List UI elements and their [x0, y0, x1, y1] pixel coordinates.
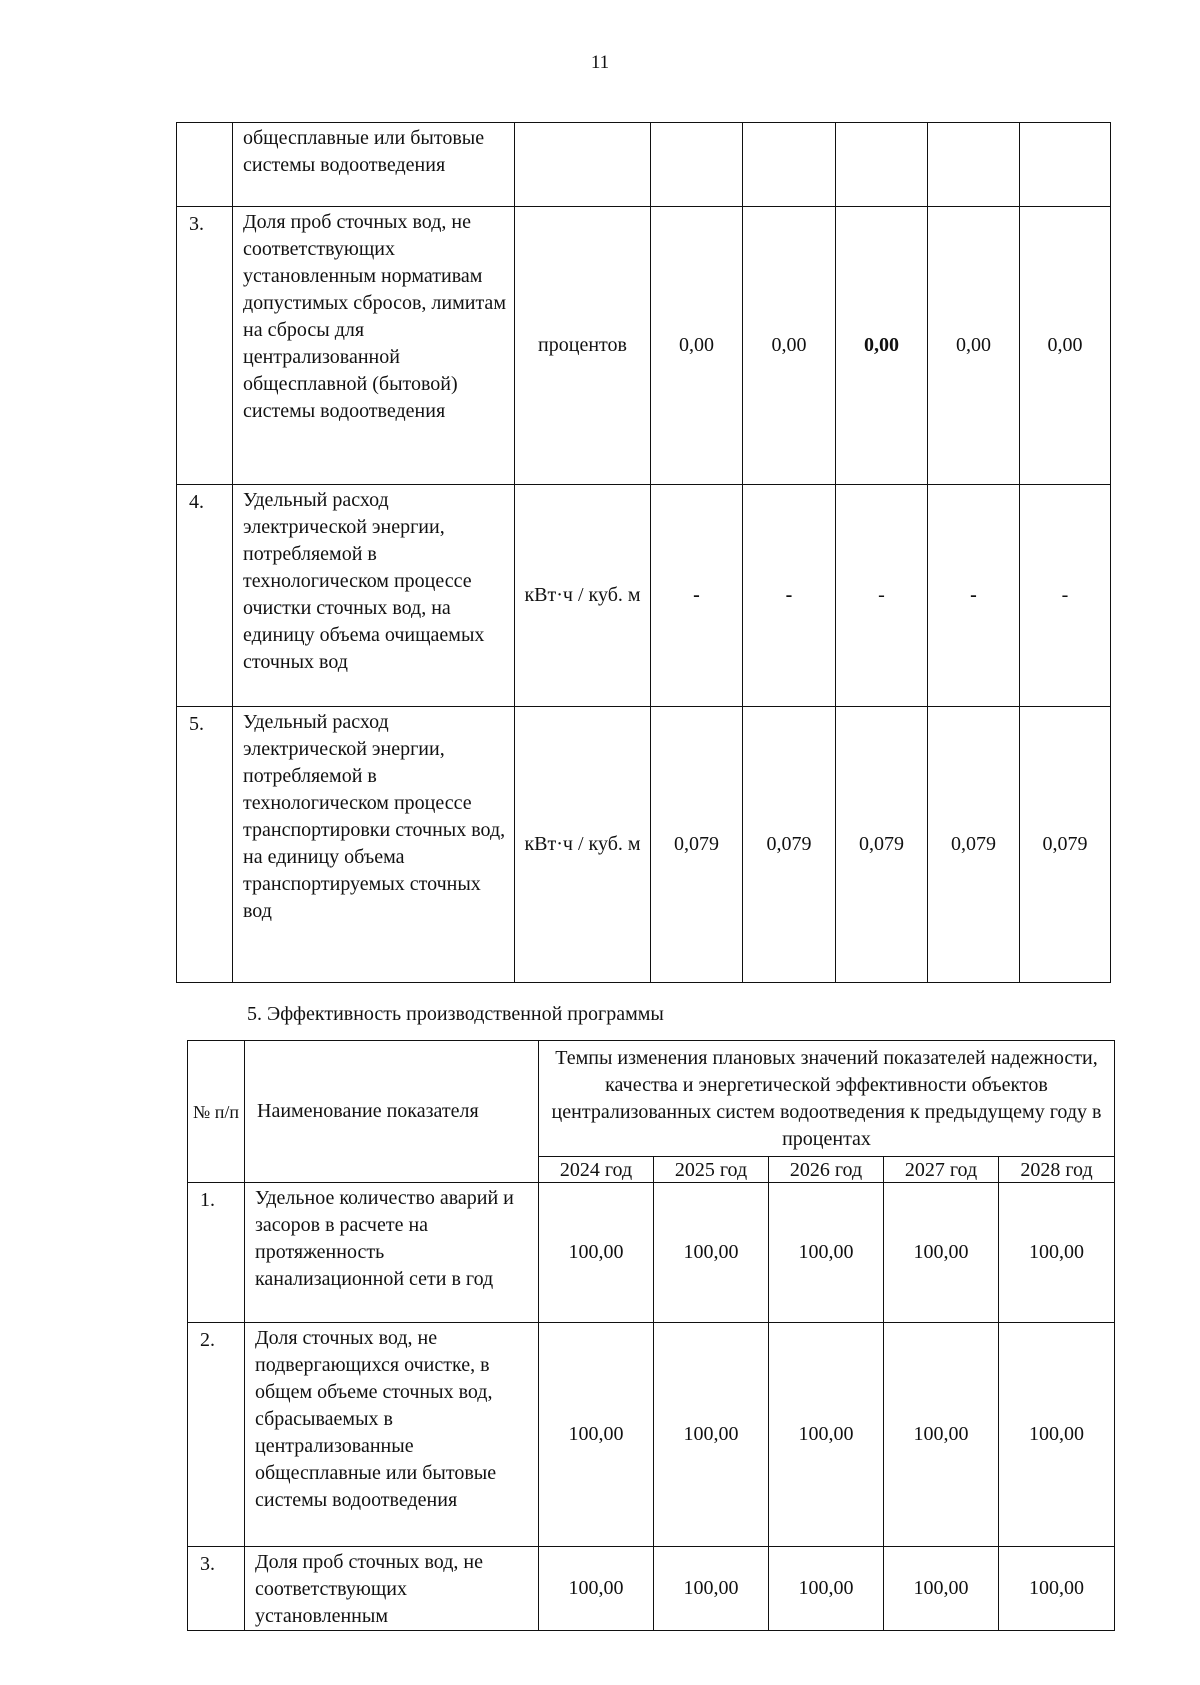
- value-cell: -: [928, 485, 1020, 707]
- value-cell: 100,00: [999, 1183, 1115, 1323]
- value-cell: 100,00: [769, 1323, 884, 1547]
- value-cell: 0,00: [928, 207, 1020, 485]
- value-cell: 0,079: [1020, 707, 1111, 983]
- row-number: 3.: [188, 1547, 245, 1631]
- header-year: 2028 год: [999, 1157, 1115, 1183]
- value-cell: [651, 123, 743, 207]
- value-cell: 100,00: [539, 1183, 654, 1323]
- value-cell: -: [1020, 485, 1111, 707]
- table-row: [188, 1323, 1115, 1547]
- unit-cell: процентов: [515, 207, 651, 485]
- value-cell: 100,00: [539, 1323, 654, 1547]
- value-cell: 100,00: [769, 1547, 884, 1631]
- unit-cell: [515, 123, 651, 207]
- table-row: [188, 1183, 1115, 1323]
- value-cell: 0,079: [743, 707, 836, 983]
- header-year: 2027 год: [884, 1157, 999, 1183]
- value-cell: 100,00: [769, 1183, 884, 1323]
- table-row: [188, 1547, 1115, 1631]
- indicator-name: Удельный расход электрической энергии, потребляемой в технологическом процессе очистки сточных вод, на единицу объема очищаемых сточных вод: [233, 485, 515, 707]
- row-number: 3.: [177, 207, 233, 485]
- section-title: 5. Эффективность производственной программы: [247, 1003, 664, 1025]
- unit-cell: кВт·ч / куб. м: [515, 485, 651, 707]
- indicator-name: Доля проб сточных вод, не соответствующих установленным: [245, 1547, 539, 1631]
- value-cell: 0,00: [651, 207, 743, 485]
- unit-cell: кВт·ч / куб. м: [515, 707, 651, 983]
- table-header-row: [188, 1041, 1115, 1157]
- value-cell: -: [836, 485, 928, 707]
- value-cell: -: [651, 485, 743, 707]
- value-cell: 100,00: [884, 1323, 999, 1547]
- row-number: 1.: [188, 1183, 245, 1323]
- value-cell: -: [743, 485, 836, 707]
- value-cell: 0,00: [743, 207, 836, 485]
- value-cell: 100,00: [999, 1323, 1115, 1547]
- program-efficiency-table: [187, 1040, 1115, 1631]
- page-number: 11: [590, 52, 610, 73]
- row-number: 5.: [177, 707, 233, 983]
- value-cell: 0,00: [836, 207, 928, 485]
- table-row: [177, 207, 1111, 485]
- indicator-name: общесплавные или бытовые системы водоотведения: [233, 123, 515, 207]
- value-cell: 100,00: [999, 1547, 1115, 1631]
- table-row: [177, 123, 1111, 207]
- row-number: 4.: [177, 485, 233, 707]
- header-year: 2025 год: [654, 1157, 769, 1183]
- row-number: 2.: [188, 1323, 245, 1547]
- header-rate-group: Темпы изменения плановых значений показателей надежности, качества и энергетической эффективности объектов централизованных систем водоотведения к предыдущему году в процентах: [539, 1041, 1115, 1157]
- value-cell: 0,079: [651, 707, 743, 983]
- value-cell: 100,00: [654, 1323, 769, 1547]
- table-row: [177, 485, 1111, 707]
- value-cell: [743, 123, 836, 207]
- value-cell: 100,00: [884, 1183, 999, 1323]
- header-year: 2024 год: [539, 1157, 654, 1183]
- table-row: [177, 707, 1111, 983]
- value-cell: 0,079: [928, 707, 1020, 983]
- value-cell: [928, 123, 1020, 207]
- row-number: [177, 123, 233, 207]
- indicators-table-continued: [176, 122, 1111, 983]
- value-cell: [836, 123, 928, 207]
- value-cell: 100,00: [884, 1547, 999, 1631]
- indicator-name: Удельный расход электрической энергии, потребляемой в технологическом процессе транспортировки сточных вод, на единицу объема транспортируемых сточных вод: [233, 707, 515, 983]
- header-indicator-name: Наименование показателя: [245, 1041, 539, 1183]
- indicator-name: Удельное количество аварий и засоров в расчете на протяженность канализационной сети в год: [245, 1183, 539, 1323]
- indicator-name: Доля сточных вод, не подвергающихся очистке, в общем объеме сточных вод, сбрасываемых в централизованные общесплавные или бытовые системы водоотведения: [245, 1323, 539, 1547]
- value-cell: 100,00: [539, 1547, 654, 1631]
- value-cell: 100,00: [654, 1547, 769, 1631]
- indicator-name: Доля проб сточных вод, не соответствующих установленным нормативам допустимых сбросов, лимитам на сбросы для централизованной общесплавной (бытовой) системы водоотведения: [233, 207, 515, 485]
- value-cell: 0,00: [1020, 207, 1111, 485]
- header-number: № п/п: [188, 1041, 245, 1183]
- value-cell: [1020, 123, 1111, 207]
- value-cell: 100,00: [654, 1183, 769, 1323]
- header-year: 2026 год: [769, 1157, 884, 1183]
- value-cell: 0,079: [836, 707, 928, 983]
